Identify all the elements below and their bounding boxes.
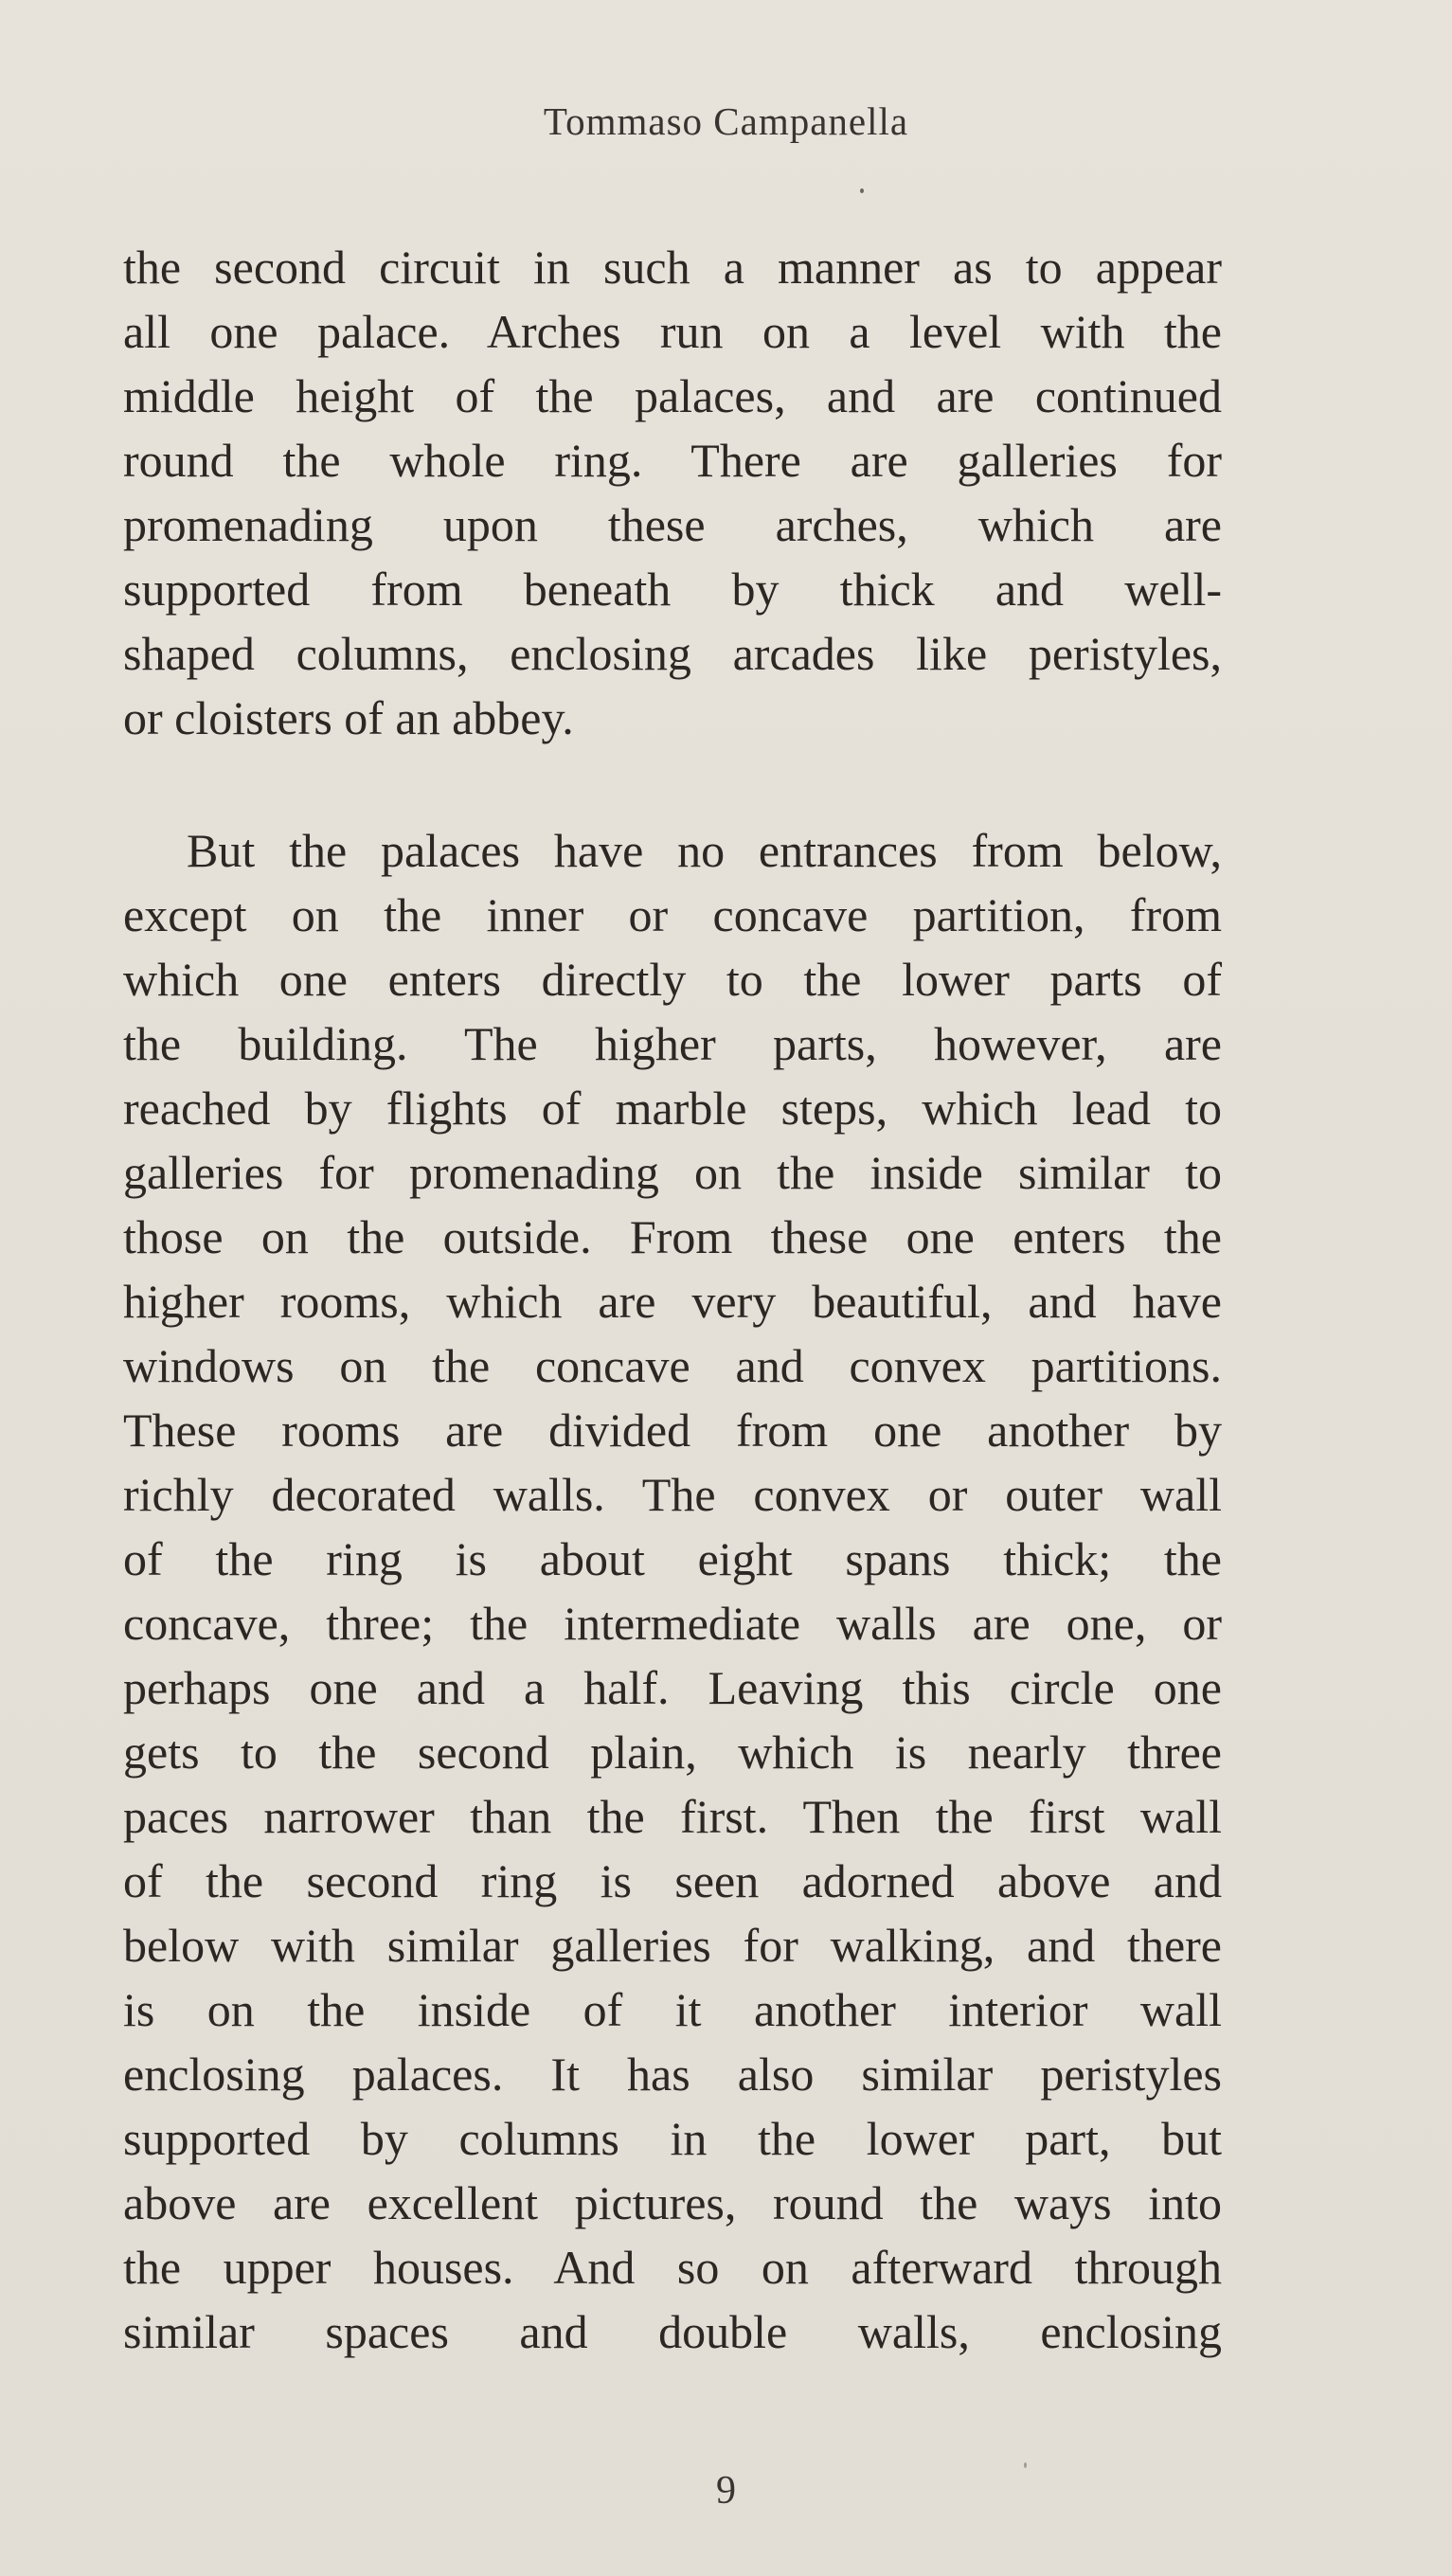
text-line: These rooms are divided from one another by: [123, 1404, 1222, 1457]
text-line: middle height of the palaces, and are continued: [123, 369, 1222, 422]
text-line: galleries for promenading on the inside similar to: [123, 1146, 1222, 1199]
text-line: of the ring is about eight spans thick; the: [123, 1532, 1222, 1585]
text-line: is on the inside of it another interior wall: [123, 1983, 1222, 2036]
text-line: those on the outside. From these one enters the: [123, 1210, 1222, 1263]
text-line: or cloisters of an abbey.: [123, 691, 574, 744]
text-line: windows on the concave and convex partitions.: [123, 1339, 1222, 1392]
paragraph-1: [123, 235, 1222, 750]
text-line: round the whole ring. There are galleries for: [123, 434, 1222, 487]
text-line: perhaps one and a half. Leaving this circle one: [123, 1661, 1222, 1714]
running-head: Tommaso Campanella: [543, 99, 909, 143]
text-line: above are excellent pictures, round the ways into: [123, 2176, 1222, 2229]
text-line: similar spaces and double walls, enclosing: [123, 2305, 1222, 2358]
text-line: of the second ring is seen adorned above and: [123, 1854, 1222, 1907]
page-number: 9: [716, 2469, 736, 2513]
text-line: the second circuit in such a manner as to appear: [123, 241, 1222, 294]
text-line: all one palace. Arches run on a level with the: [123, 305, 1222, 358]
paragraph-2: [123, 818, 1222, 2364]
text-line: paces narrower than the first. Then the first wall: [123, 1790, 1222, 1843]
ink-speck: [860, 188, 864, 193]
text-line: supported by columns in the lower part, but: [123, 2112, 1222, 2165]
text-line: below with similar galleries for walking, and there: [123, 1919, 1222, 1972]
text-line: shaped columns, enclosing arcades like peristyles,: [123, 627, 1222, 680]
text-line: promenading upon these arches, which are: [123, 498, 1222, 551]
text-line: reached by flights of marble steps, which lead to: [123, 1082, 1222, 1135]
text-line: concave, three; the intermediate walls are one, or: [123, 1597, 1222, 1650]
text-line: higher rooms, which are very beautiful, and have: [123, 1275, 1222, 1328]
text-line: the building. The higher parts, however, are: [123, 1017, 1222, 1070]
text-line: except on the inner or concave partition, from: [123, 888, 1222, 941]
text-line: supported from beneath by thick and well-: [123, 563, 1222, 616]
text-line: richly decorated walls. The convex or outer wall: [123, 1468, 1222, 1521]
text-line: gets to the second plain, which is nearly three: [123, 1726, 1222, 1779]
text-line: But the palaces have no entrances from below,: [187, 824, 1222, 877]
text-line: which one enters directly to the lower parts of: [123, 953, 1222, 1006]
text-line: the upper houses. And so on afterward through: [123, 2241, 1222, 2294]
text-line: enclosing palaces. It has also similar peristyles: [123, 2048, 1222, 2101]
